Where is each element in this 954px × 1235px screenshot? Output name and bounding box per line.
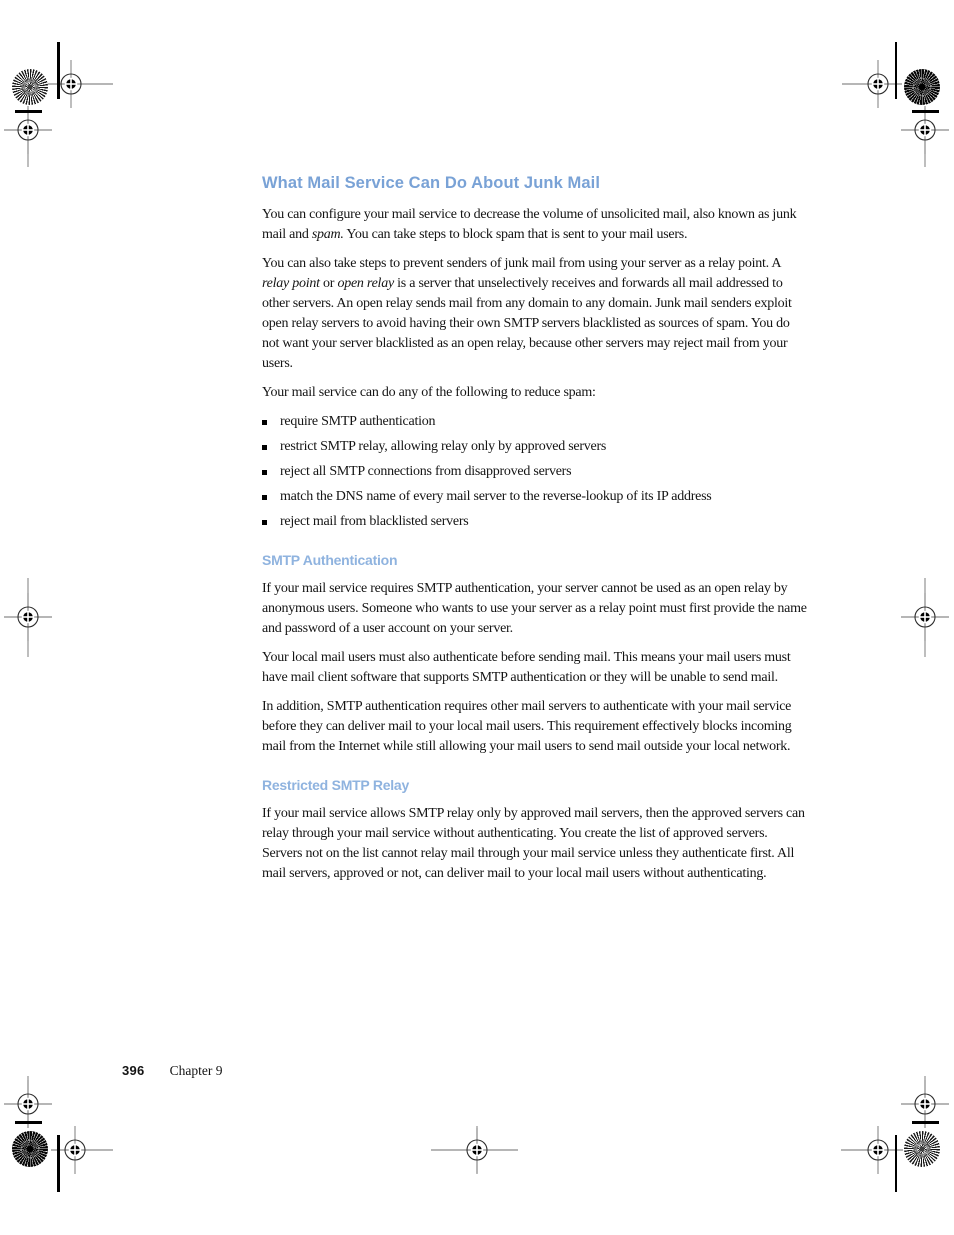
- bullet-square-icon: [262, 420, 267, 425]
- crop-bar: [895, 42, 898, 99]
- registration-crosshair-icon: [4, 593, 52, 641]
- bullet-square-icon: [262, 495, 267, 500]
- paragraph: If your mail service allows SMTP relay only by approved mail servers, then the approved servers can relay through your mail service without authenticating. You create the list of approved servers. Servers not on the list cannot relay mail through your mail service unless they authenticate first. All mail servers, approved or not, can deliver mail to your local mail users without authenticating.: [262, 806, 805, 881]
- registration-crosshair-icon: [901, 593, 949, 641]
- crop-bar: [912, 1121, 939, 1124]
- page-footer: [122, 1063, 222, 1079]
- list-item-text: restrict SMTP relay, allowing relay only by approved servers: [280, 439, 607, 454]
- list-item-text: require SMTP authentication: [280, 414, 436, 429]
- registration-rosette-target-icon: [904, 69, 940, 105]
- registration-crosshair-icon: [47, 60, 95, 108]
- list-item: [262, 512, 807, 532]
- subsection-title: Restricted SMTP Relay: [262, 777, 409, 793]
- paragraph: In addition, SMTP authentication requires other mail servers to authenticate with your mail service before they can deliver mail to your local mail users. This requirement effectively blocks incoming mail from the Internet while still allowing your mail users to send mail outside your local network.: [262, 699, 792, 754]
- paragraph: Your local mail users must also authenticate before sending mail. This means your mail users must have mail client software that supports SMTP authentication or they will be unable to send mail.: [262, 650, 791, 685]
- crop-bar: [15, 1121, 42, 1124]
- registration-crosshair-icon: [4, 106, 52, 154]
- list-item: [262, 487, 807, 507]
- list-item: [262, 462, 807, 482]
- bullet-square-icon: [262, 520, 267, 525]
- list-item-text: reject mail from blacklisted servers: [280, 514, 469, 529]
- list-item: [262, 412, 807, 432]
- registration-star-target-icon: [12, 69, 48, 105]
- list-item-text: reject all SMTP connections from disapproved servers: [280, 464, 572, 479]
- paragraph: You can configure your mail service to decrease the volume of unsolicited mail, also known as junk mail and spam. You can take steps to block spam that is sent to your mail users.: [262, 207, 797, 242]
- subsection-title: SMTP Authentication: [262, 552, 398, 568]
- registration-star-target-icon: [904, 1131, 940, 1167]
- paragraph: Your mail service can do any of the following to reduce spam:: [262, 385, 596, 400]
- crop-bar: [912, 110, 939, 113]
- section-title: What Mail Service Can Do About Junk Mail: [262, 174, 601, 192]
- list-item-text: match the DNS name of every mail server to the reverse-lookup of its IP address: [280, 489, 712, 504]
- list-item: [262, 437, 807, 457]
- paragraph: If your mail service requires SMTP authentication, your server cannot be used as an open relay by anonymous users. Someone who wants to use your server as a relay point must first provide the name and password of a user account on your server.: [262, 581, 807, 636]
- page-number: 396: [122, 1063, 145, 1078]
- paragraph: You can also take steps to prevent senders of junk mail from using your server as a relay point. A relay point or open relay is a server that unselectively receives and forwards all mail addressed to other servers. An open relay sends mail from any domain to any domain. Junk mail senders exploit open relay servers to avoid having their own SMTP servers blacklisted as sources of spam. You do not want your server blacklisted as an open relay, because other servers may reject mail from your users.: [262, 256, 792, 371]
- bullet-square-icon: [262, 445, 267, 450]
- registration-rosette-target-icon: [12, 1131, 48, 1167]
- crop-bar: [57, 1135, 60, 1192]
- crop-bar: [15, 110, 42, 113]
- bullet-square-icon: [262, 470, 267, 475]
- registration-crosshair-icon: [901, 106, 949, 154]
- registration-crosshair-icon: [453, 1126, 501, 1174]
- chapter-label: Chapter 9: [169, 1063, 223, 1078]
- crop-bar: [895, 1135, 898, 1192]
- crop-bar: [57, 42, 60, 99]
- page-body: [262, 174, 807, 893]
- bullet-list: [262, 412, 807, 532]
